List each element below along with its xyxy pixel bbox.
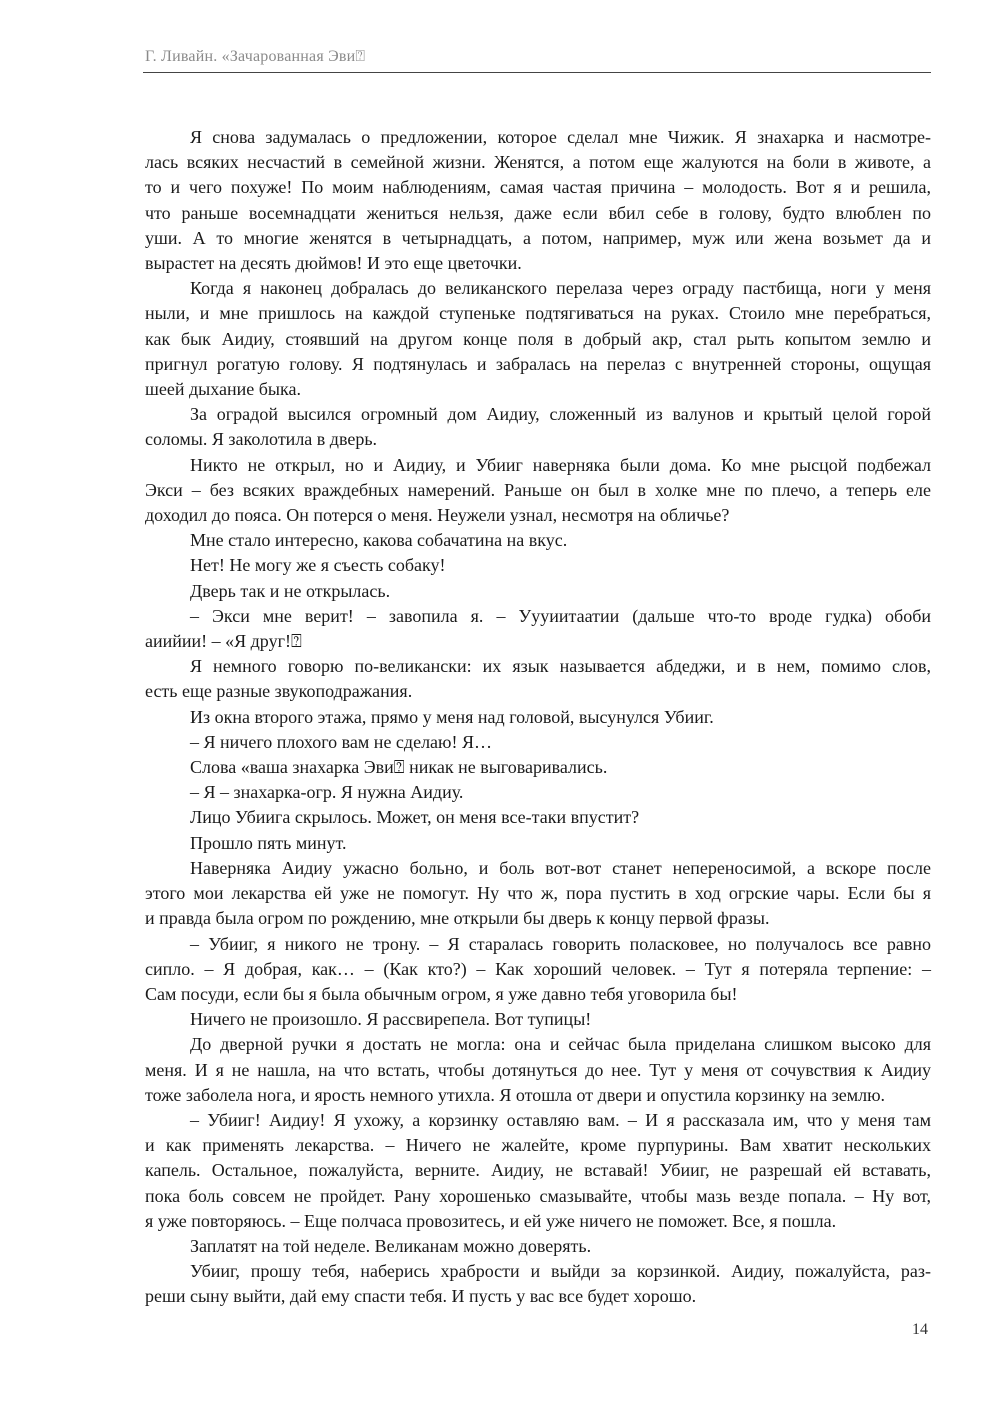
text-line: Ничего не произошло. Я рассвирепела. Вот тупицы!	[190, 1009, 592, 1030]
text-line: реши сыну выйти, дай ему спасти тебя. И пусть у вас все будет хорошо.	[145, 1286, 697, 1307]
text-line: Мне стало интересно, какова собачатина на вкус.	[190, 530, 568, 551]
text-line: – Я – знахарка-огр. Я нужна Аидиу.	[190, 782, 464, 803]
paragraph	[145, 528, 931, 553]
paragraph	[145, 1108, 931, 1234]
text-line: Сам посуди, если бы я была обычным огром, я уже давно тебя уговорила бы!	[145, 983, 738, 1004]
text-line: соломы. Я заколотила в дверь.	[145, 429, 378, 450]
text-line: До дверной ручки я достать не могла: она и сейчас была приделана слишком высоко для	[190, 1034, 931, 1055]
paragraph	[145, 402, 931, 452]
running-header: Г. Ливайн. «Зачарованная Эви⍰	[145, 48, 366, 65]
paragraph	[145, 453, 931, 529]
paragraph	[145, 1007, 931, 1032]
text-line: что раньше восемнадцати жениться нельзя, даже если вбил себе в голову, будто влюблен по	[145, 202, 931, 223]
text-line: Из окна второго этажа, прямо у меня над головой, высунулся Убииг.	[190, 706, 714, 727]
text-line: Экси – без всяких враждебных намерений. Раньше он был в холке мне по плечо, а теперь еле	[145, 479, 931, 500]
text-line: Заплатят на той неделе. Великанам можно доверять.	[190, 1235, 592, 1256]
text-line: Дверь так и не открылась.	[190, 580, 391, 601]
text-line: Слова «ваша знахарка Эви⍰ никак не выговаривались.	[190, 757, 608, 778]
paragraph	[145, 831, 931, 856]
paragraph	[145, 805, 931, 830]
text-line: шеей дыхание быка.	[145, 379, 301, 400]
page-number: 14	[912, 1321, 928, 1338]
page-body	[145, 125, 931, 1310]
text-line: пригнул рогатую голову. Я подтянулась и забралась на перелаз с внутренней стороны, ощущая	[145, 353, 931, 374]
paragraph	[145, 705, 931, 730]
text-line: аиийии! – «Я друг!⍰	[145, 631, 302, 652]
paragraph	[145, 604, 931, 654]
paragraph	[145, 654, 931, 704]
text-line: этого мои лекарства ей уже не помогут. Ну что ж, пора пустить в ход огрские чары. Если бы я	[145, 883, 931, 904]
text-line: и правда была огром по рождению, мне открыли бы дверь к концу первой фразы.	[145, 908, 770, 929]
paragraph	[145, 553, 931, 578]
paragraph	[145, 780, 931, 805]
text-line: как бык Аидиу, стоявший на другом конце поля в добрый акр, стал рыть копытом землю и	[145, 328, 931, 349]
paragraph	[145, 1032, 931, 1108]
text-line: Убииг, прошу тебя, наберись храбрости и выйди за корзинкой. Аидиу, пожалуйста, раз-	[190, 1261, 931, 1282]
paragraph	[145, 276, 931, 402]
text-line: доходил до пояса. Он потерся о меня. Неужели узнал, несмотря на обличье?	[145, 505, 730, 526]
paragraph	[145, 856, 931, 932]
text-line: Никто не открыл, но и Аидиу, и Убииг наверняка были дома. Ко мне рысцой подбежал	[190, 454, 931, 475]
text-line: – Убииг! Аидиу! Я ухожу, а корзинку оставляю вам. – И я рассказала им, что у меня там	[190, 1109, 931, 1130]
text-line: и как применять лекарства. – Ничего не жалейте, кроме пурпурины. Вам хватит нескольких	[145, 1135, 931, 1156]
paragraph	[145, 579, 931, 604]
text-line: пока боль совсем не пройдет. Рану хорошенько смазывайте, чтобы мазь везде попала. – Ну вот,	[145, 1185, 931, 1206]
text-line: Я снова задумалась о предложении, которое сделал мне Чижик. Я знахарка и насмотре-	[190, 127, 931, 147]
text-line: – Убииг, я никого не трону. – Я старалась говорить поласковее, но получалось все равно	[190, 933, 931, 954]
text-line: Лицо Убиига скрылось. Может, он меня все-таки впустит?	[190, 807, 640, 828]
text-line: Нет! Не могу же я съесть собаку!	[190, 555, 446, 576]
text-line: меня. И я не нашла, на что встать, чтобы дотянуться до нее. Тут у меня от сочувствия к Аидиу	[145, 1059, 931, 1080]
text-line: то и чего похуже! По моим наблюдениям, самая частая причина – молодость. Вот я и решила,	[145, 177, 931, 198]
text-line: Наверняка Аидиу ужасно больно, и боль вот-вот станет непереносимой, а вскоре после	[190, 857, 931, 878]
paragraph	[145, 755, 931, 780]
paragraph	[145, 932, 931, 1008]
text-line: тоже заболела нога, и ярость немного утихла. Я отошла от двери и опустила корзинку на землю.	[145, 1084, 886, 1105]
text-line: ныли, и мне пришлось на каждой ступеньке подтягиваться на руках. Стоило мне перебраться,	[145, 303, 931, 324]
text-line: За оградой высился огромный дом Аидиу, сложенный из валунов и крытый целой горой	[190, 404, 931, 425]
text-line: сипло. – Я добрая, как… – (Как кто?) – Как хороший человек. – Тут я потеряла терпение: –	[145, 958, 931, 979]
paragraph	[145, 1259, 931, 1309]
text-line: я уже повторяюсь. – Еще полчаса провозитесь, и ей уже ничего не поможет. Все, я пошла.	[145, 1210, 837, 1231]
text-line: Когда я наконец добралась до великанского перелаза через ограду пастбища, ноги у меня	[190, 278, 931, 299]
text-line: Прошло пять минут.	[190, 832, 347, 853]
text-line: лась всяких несчастий в семейной жизни. Женятся, а потом еще жалуются на боли в животе, а	[145, 152, 931, 173]
text-line: есть еще разные звукоподражания.	[145, 681, 413, 702]
text-line: уши. А то многие женятся в четырнадцать, а потом, например, муж или жена возьмет да и	[145, 227, 931, 248]
paragraph	[145, 1234, 931, 1259]
text-line: – Я ничего плохого вам не сделаю! Я…	[190, 731, 492, 752]
paragraph	[145, 730, 931, 755]
text-line: капель. Остальное, пожалуйста, верните. Аидиу, не вставай! Убииг, не разрешай ей вставать,	[145, 1160, 931, 1181]
paragraph	[145, 125, 931, 276]
header-rule	[143, 72, 931, 73]
text-line: Я немного говорю по-великански: их язык называется абдеджи, и в нем, помимо слов,	[190, 656, 931, 677]
text-line: – Экси мне верит! – завопила я. – Уууиитаатии (дальше что-то вроде гудка) обоби	[190, 605, 931, 626]
text-line: вырастет на десять дюймов! И это еще цветочки.	[145, 253, 522, 274]
